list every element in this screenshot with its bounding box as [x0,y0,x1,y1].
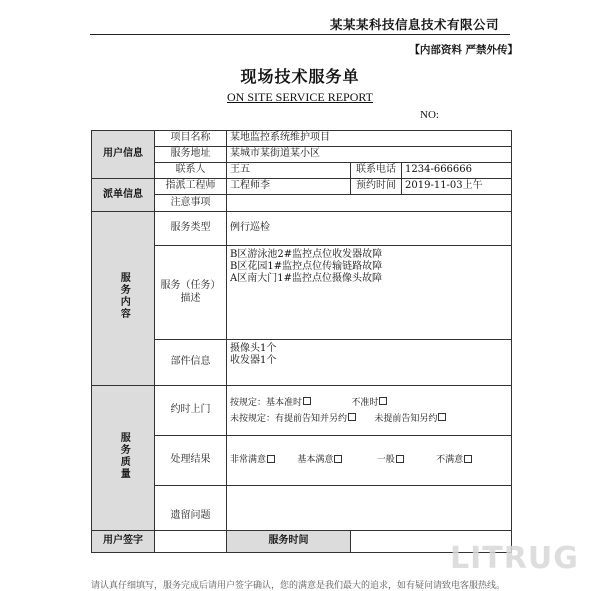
checkbox-icon[interactable] [303,397,311,405]
page-title: 现场技术服务单 [240,67,360,86]
result-opt-1: 非常满意 [230,455,267,466]
parts-line: 摄像头1个 [230,343,277,354]
result-label: 处理结果 [155,436,227,486]
footer-note: 请认真仔细填写，服务完成后请用户签字确认，您的满意是我们最大的追求，如有疑问请致电客服热线。 [91,581,506,591]
row-service-type [92,212,512,246]
ontime-label: 约时上门 [155,386,227,436]
row-engineer [92,179,512,195]
row-contact [92,163,512,179]
company-header [0,13,600,35]
parts-value[interactable] [227,340,512,386]
contact-label: 联系人 [155,163,227,179]
page-subtitle: ON SITE SERVICE REPORT [227,90,373,104]
ontime-opt-4: 未提前告知另约 [374,413,438,424]
row-result [92,436,512,486]
row-address [92,147,512,163]
phone-value[interactable]: 1234-666666 [402,163,512,179]
sign-label: 用户签字 [92,531,155,553]
service-desc-value[interactable] [227,246,512,340]
project-label: 项目名称 [155,131,227,147]
sign-value[interactable] [155,531,227,553]
row-problems [92,486,512,531]
service-type-value[interactable]: 例行巡检 [227,212,512,246]
checkbox-icon[interactable] [348,413,356,421]
time-label: 服务时间 [227,531,351,553]
header-divider [90,34,510,35]
row-ontime [92,386,512,436]
project-value[interactable]: 某地监控系统维护项目 [227,131,512,147]
section-dispatch: 派单信息 [92,179,155,212]
address-label: 服务地址 [155,147,227,163]
company-name: 某某某科技信息技术有限公司 [329,17,499,32]
section-user-info: 用户信息 [92,131,155,179]
service-form-table [91,130,512,553]
row-project [92,131,512,147]
appointment-label: 预约时间 [351,179,402,195]
engineer-value[interactable]: 工程师李 [227,179,351,195]
watermark-logo: LITRUG [450,541,579,576]
row-service-desc [92,246,512,340]
desc-line: A区南大门1#监控点位摄像头故障 [230,273,382,284]
contact-value[interactable]: 王五 [227,163,351,179]
result-opt-2: 基本满意 [297,455,334,466]
row-signature [92,531,512,553]
appointment-value[interactable]: 2019-11-03上午 [402,179,512,195]
row-parts [92,340,512,386]
result-opt-4: 不满意 [436,455,464,466]
section-service-content: 服务内容 [92,212,155,386]
engineer-label: 指派工程师 [155,179,227,195]
desc-line: B区游泳池2#监控点位收发器故障 [230,249,383,260]
notes-value[interactable] [227,195,512,212]
address-value[interactable]: 某城市某街道某小区 [227,147,512,163]
internal-note: 【内部资料 严禁外传】 [409,44,518,56]
row-notes [92,195,512,212]
notes-label: 注意事项 [155,195,227,212]
ontime-opt-2: 不准时 [351,397,379,408]
parts-line: 收发器1个 [230,355,277,366]
phone-label: 联系电话 [351,163,402,179]
result-options [227,436,512,486]
ontime-options [227,386,512,436]
desc-line: B区花园1#监控点位传输链路故障 [230,261,383,272]
problems-value[interactable] [227,486,512,531]
service-type-label: 服务类型 [155,212,227,246]
parts-label: 部件信息 [155,340,227,386]
section-service-quality: 服务质量 [92,386,155,531]
checkbox-icon[interactable] [267,455,275,463]
ontime-opt-3: 未按规定：有提前告知并另约 [230,413,348,424]
report-number-label: NO: [420,109,439,121]
checkbox-icon[interactable] [464,455,472,463]
checkbox-icon[interactable] [379,397,387,405]
problems-label: 遗留问题 [155,486,227,531]
checkbox-icon[interactable] [396,455,404,463]
ontime-opt-1: 按规定：基本准时 [230,397,303,408]
result-opt-3: 一般 [376,455,395,466]
service-desc-label: 服务（任务） 描述 [155,246,227,340]
checkbox-icon[interactable] [438,413,446,421]
checkbox-icon[interactable] [334,455,342,463]
